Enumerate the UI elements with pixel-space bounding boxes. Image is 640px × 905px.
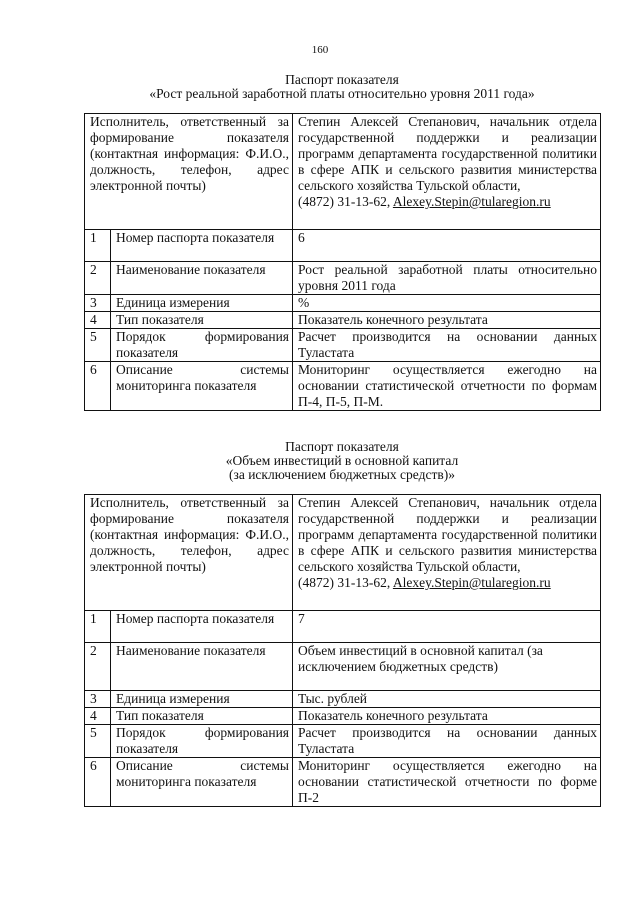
table-row: [85, 708, 601, 725]
title-line: «Рост реальной заработной платы относительно уровня 2011 года»: [149, 86, 535, 101]
row-value: Расчет производится на основании данных Туластата: [293, 725, 601, 758]
row-value: Мониторинг осуществляется ежегодно на основании статистической отчетности по форме П-2: [293, 758, 601, 807]
table-row: [85, 230, 601, 262]
executor-row: [85, 114, 601, 230]
row-label: Номер паспорта показателя: [111, 611, 293, 643]
passport-1: [84, 73, 600, 411]
row-label: Наименование показателя: [111, 262, 293, 295]
row-label: Описание системы мониторинга показателя: [111, 362, 293, 411]
executor-label: Исполнитель, ответственный за формирование показателя (контактная информация: Ф.И.О., должность, телефон, адрес электронной почты): [85, 114, 293, 230]
passport-2: [84, 440, 600, 807]
page-number: 160: [311, 44, 329, 56]
row-number: 4: [85, 708, 111, 725]
row-label: Порядок формирования показателя: [111, 725, 293, 758]
executor-text: Степин Алексей Степанович, начальник отдела государственной поддержки и реализации программ департамента государственной политики в сфере АПК и сельского развития министерства сельского хозяйства Тульской области,: [298, 114, 598, 193]
executor-text: Степин Алексей Степанович, начальник отдела государственной поддержки и реализации программ департамента государственной политики в сфере АПК и сельского развития министерства сельского хозяйства Тульской области,: [298, 495, 598, 574]
executor-value: [293, 495, 601, 611]
executor-contacts: [298, 194, 597, 210]
row-number: 5: [85, 329, 111, 362]
passport-table: [84, 113, 601, 411]
row-value: Объем инвестиций в основной капитал (за исключением бюджетных средств): [293, 643, 601, 691]
row-number: 3: [85, 295, 111, 312]
table-row: [85, 725, 601, 758]
table-row: [85, 262, 601, 295]
row-value: Показатель конечного результата: [293, 312, 601, 329]
row-value: %: [293, 295, 601, 312]
row-label: Единица измерения: [111, 691, 293, 708]
executor-row: [85, 495, 601, 611]
row-label: Номер паспорта показателя: [111, 230, 293, 262]
passport-title: [84, 440, 600, 482]
row-value: Тыс. рублей: [293, 691, 601, 708]
row-label: Тип показателя: [111, 312, 293, 329]
row-value: 6: [293, 230, 601, 262]
executor-phone: (4872) 31-13-62,: [298, 575, 391, 590]
executor-phone: (4872) 31-13-62,: [298, 194, 391, 209]
title-line: Паспорт показателя: [285, 439, 399, 454]
row-number: 4: [85, 312, 111, 329]
row-label: Единица измерения: [111, 295, 293, 312]
table-row: [85, 611, 601, 643]
executor-email-link[interactable]: Alexey.Stepin@tularegion.ru: [392, 575, 551, 590]
title-line: «Объем инвестиций в основной капитал: [225, 453, 459, 468]
table-row: [85, 329, 601, 362]
executor-value: [293, 114, 601, 230]
row-number: 1: [85, 230, 111, 262]
executor-contacts: [298, 575, 597, 591]
table-row: [85, 691, 601, 708]
row-number: 3: [85, 691, 111, 708]
row-label: Порядок формирования показателя: [111, 329, 293, 362]
executor-label: Исполнитель, ответственный за формирование показателя (контактная информация: Ф.И.О., должность, телефон, адрес электронной почты): [85, 495, 293, 611]
table-row: [85, 362, 601, 411]
passport-title: [84, 73, 600, 101]
table-row: [85, 295, 601, 312]
row-value: Показатель конечного результата: [293, 708, 601, 725]
row-number: 5: [85, 725, 111, 758]
row-value: Рост реальной заработной платы относительно уровня 2011 года: [293, 262, 601, 295]
executor-email-link[interactable]: Alexey.Stepin@tularegion.ru: [392, 194, 551, 209]
row-number: 6: [85, 362, 111, 411]
row-number: 1: [85, 611, 111, 643]
row-label: Описание системы мониторинга показателя: [111, 758, 293, 807]
table-row: [85, 758, 601, 807]
table-row: [85, 643, 601, 691]
row-label: Наименование показателя: [111, 643, 293, 691]
row-number: 2: [85, 643, 111, 691]
row-number: 2: [85, 262, 111, 295]
row-value: 7: [293, 611, 601, 643]
row-label: Тип показателя: [111, 708, 293, 725]
title-line: Паспорт показателя: [285, 72, 399, 87]
passport-table: [84, 494, 601, 807]
row-value: Расчет производится на основании данных Туластата: [293, 329, 601, 362]
title-line: (за исключением бюджетных средств)»: [229, 467, 455, 482]
row-number: 6: [85, 758, 111, 807]
row-value: Мониторинг осуществляется ежегодно на основании статистической отчетности по формам П-4, П-5, П-М.: [293, 362, 601, 411]
table-row: [85, 312, 601, 329]
